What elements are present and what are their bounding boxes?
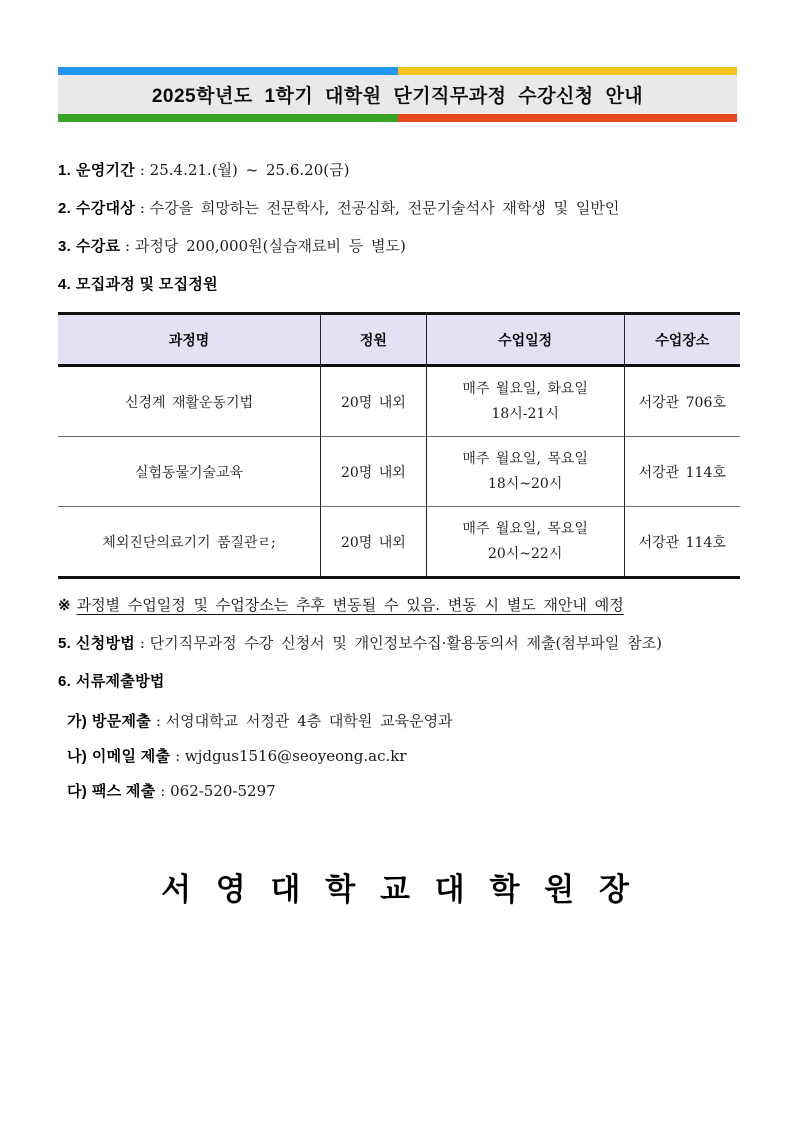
schedule-days: 매주 월요일, 화요일 xyxy=(462,380,588,397)
sub-item-number: 가) xyxy=(67,713,88,730)
item-number: 1. xyxy=(58,162,72,179)
item-label: 서류제출방법 xyxy=(75,673,165,690)
item-target-audience xyxy=(58,198,739,219)
item-number: 4. xyxy=(58,276,72,293)
item-application-method xyxy=(58,633,739,654)
item-separator: : xyxy=(135,634,150,652)
schedule-days: 매주 월요일, 목요일 xyxy=(462,520,588,537)
item-label: 운영기간 xyxy=(75,162,136,179)
cell-location: 서강관 114호 xyxy=(624,507,740,578)
table-row xyxy=(58,366,740,437)
item-label: 신청방법 xyxy=(75,635,136,652)
item-number: 5. xyxy=(58,635,72,652)
title-top-bar-blue xyxy=(58,67,398,75)
title-top-bar xyxy=(58,67,737,75)
item-tuition-fee xyxy=(58,236,739,257)
course-table xyxy=(58,312,740,579)
title-banner xyxy=(58,67,737,122)
schedule-time: 20시~22시 xyxy=(487,545,563,562)
page-title: 2025학년도 1학기 대학원 단기직무과정 수강신청 안내 xyxy=(58,75,737,114)
sub-item-separator: : xyxy=(170,747,185,765)
cell-course-name: 체외진단의료기기 품질관ㄹ; xyxy=(58,507,321,578)
cell-course-name: 실험동물기술교육 xyxy=(58,437,321,507)
item-value: 과정당 200,000원(실습재료비 등 별도) xyxy=(134,237,406,255)
item-separator: : xyxy=(135,199,150,217)
sub-item-label: 방문제출 xyxy=(91,713,152,730)
item-value: 25.4.21.(월) ~ 25.6.20(금) xyxy=(149,161,350,179)
sub-item-separator: : xyxy=(151,712,166,730)
item-label: 수강료 xyxy=(75,238,121,255)
item-separator: : xyxy=(120,237,135,255)
item-separator: : xyxy=(135,161,150,179)
item-document-submission-heading xyxy=(58,671,739,692)
issuer-signature: 서 영 대 학 교 대 학 원 장 xyxy=(161,872,636,908)
sub-item-label: 이메일 제출 xyxy=(91,748,171,765)
title-top-bar-yellow xyxy=(398,67,738,75)
schedule-time: 18시~20시 xyxy=(487,475,563,492)
cell-schedule xyxy=(426,366,624,437)
cell-location: 서강관 114호 xyxy=(624,437,740,507)
cell-capacity: 20명 내외 xyxy=(321,366,427,437)
sub-item-label: 팩스 제출 xyxy=(91,783,156,800)
table-header-location: 수업장소 xyxy=(624,314,740,366)
submission-methods-list xyxy=(67,711,739,802)
cell-location: 서강관 706호 xyxy=(624,366,740,437)
schedule-days: 매주 월요일, 목요일 xyxy=(462,450,588,467)
sub-item-number: 다) xyxy=(67,783,88,800)
note-text: 과정별 수업일정 및 수업장소는 추후 변동될 수 있음. 변동 시 별도 재안내 예정 xyxy=(76,596,624,614)
schedule-time: 18시-21시 xyxy=(491,405,559,422)
sub-item-email-submission xyxy=(67,746,739,767)
sub-item-fax-submission xyxy=(67,781,739,802)
table-header-schedule: 수업일정 xyxy=(426,314,624,366)
title-bottom-bar-green xyxy=(58,114,398,122)
item-number: 2. xyxy=(58,200,72,217)
item-number: 6. xyxy=(58,673,72,690)
note-marker: ※ xyxy=(58,597,71,614)
sub-item-email-address: wjdgus1516@seoyeong.ac.kr xyxy=(184,747,407,765)
table-header-course-name: 과정명 xyxy=(58,314,321,366)
table-header-row xyxy=(58,314,740,366)
sub-item-visit-submission xyxy=(67,711,739,732)
sub-item-number: 나) xyxy=(67,748,88,765)
table-row xyxy=(58,437,740,507)
item-recruitment-heading xyxy=(58,274,739,295)
table-row xyxy=(58,507,740,578)
cell-capacity: 20명 내외 xyxy=(321,507,427,578)
sub-item-value: 서영대학교 서정관 4층 대학원 교육운영과 xyxy=(165,712,453,730)
cell-capacity: 20명 내외 xyxy=(321,437,427,507)
item-value: 단기직무과정 수강 신청서 및 개인정보수집·활용동의서 제출(첨부파일 참조) xyxy=(149,634,662,652)
cell-schedule xyxy=(426,507,624,578)
title-bottom-bar xyxy=(58,114,737,122)
item-value: 수강을 희망하는 전문학사, 전공심화, 전문기술석사 재학생 및 일반인 xyxy=(149,199,620,217)
document-body xyxy=(58,160,739,909)
item-label: 수강대상 xyxy=(75,200,136,217)
schedule-change-note xyxy=(58,595,739,616)
sub-item-fax-number: 062-520-5297 xyxy=(170,782,276,800)
item-label: 모집과정 및 모집정원 xyxy=(75,276,218,293)
cell-schedule xyxy=(426,437,624,507)
item-operation-period xyxy=(58,160,739,181)
table-header-capacity: 정원 xyxy=(321,314,427,366)
sub-item-separator: : xyxy=(155,782,171,800)
cell-course-name: 신경계 재활운동기법 xyxy=(124,394,254,411)
title-bottom-bar-red xyxy=(398,114,738,122)
item-number: 3. xyxy=(58,238,72,255)
